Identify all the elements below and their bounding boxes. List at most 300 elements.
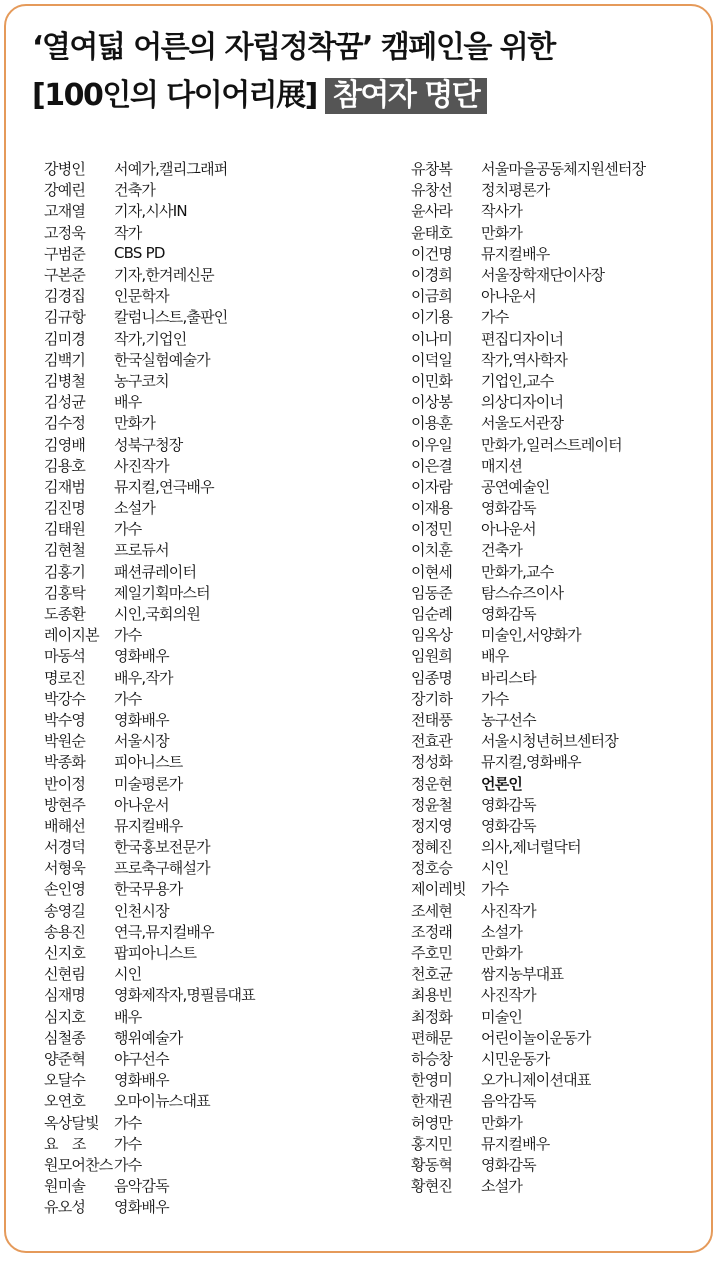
participant-row [411, 667, 645, 688]
participant-name: 도종환 [44, 605, 86, 624]
participant-row [44, 1154, 255, 1175]
participant-role: 영화감독 [481, 816, 536, 835]
participant-role: 뮤지컬,연극배우 [114, 477, 214, 496]
participant-name: 천호균 [411, 965, 453, 984]
participant-role: 음악감독 [481, 1092, 536, 1111]
participant-name: 김용호 [44, 456, 86, 475]
participant-name: 유오성 [44, 1198, 86, 1217]
participant-row [411, 751, 645, 772]
participant-name: 김태원 [44, 520, 86, 539]
participant-row [44, 878, 255, 899]
participant-name: 마동석 [44, 647, 86, 666]
participant-role: 바리스타 [481, 668, 536, 687]
participant-row [411, 730, 645, 751]
participant-name: 김영배 [44, 435, 86, 454]
participant-name: 심재명 [44, 986, 86, 1005]
participant-role: 작가,기업인 [114, 329, 187, 348]
participant-name: 김재범 [44, 477, 86, 496]
participants-left-column [44, 158, 255, 1217]
participant-name: 반이정 [44, 774, 86, 793]
participant-name: 황현진 [411, 1177, 453, 1196]
participant-name: 이우일 [411, 435, 453, 454]
participant-name: 조세현 [411, 901, 453, 920]
participant-name: 정지영 [411, 816, 453, 835]
participant-role: 오마이뉴스대표 [114, 1092, 210, 1111]
participant-row [411, 264, 645, 285]
participant-row [44, 476, 255, 497]
participant-row [44, 433, 255, 454]
participant-name: 신현림 [44, 965, 86, 984]
participant-name: 김성균 [44, 393, 86, 412]
participant-row [44, 857, 255, 878]
participant-row [44, 1133, 255, 1154]
participant-name: 이재용 [411, 499, 453, 518]
participant-role: 영화감독 [481, 1155, 536, 1174]
participant-role: 작가,역사학자 [481, 350, 568, 369]
participant-role: 만화가,교수 [481, 562, 554, 581]
participant-row [44, 1069, 255, 1090]
participant-role: 서울시청년허브센터장 [481, 732, 618, 751]
title-line-2 [32, 76, 487, 116]
participant-role: 편집디자이너 [481, 329, 564, 348]
participant-role: 오가니제이션대표 [481, 1071, 591, 1090]
participant-role: 소설가 [114, 499, 156, 518]
participant-row [411, 942, 645, 963]
participant-role: 음악감독 [114, 1177, 169, 1196]
participant-role: 배우 [114, 393, 142, 412]
participant-row [411, 857, 645, 878]
participant-role: 배우 [114, 1007, 142, 1026]
participant-name: 강예린 [44, 181, 86, 200]
participant-row [44, 794, 255, 815]
participant-name: 이금희 [411, 287, 453, 306]
participant-row [44, 1048, 255, 1069]
participant-row [411, 518, 645, 539]
participant-name: 정혜진 [411, 838, 453, 857]
participant-role: 서예가,캘리그래퍼 [114, 160, 228, 179]
participant-role: 뮤지컬,영화배우 [481, 753, 581, 772]
participant-row [411, 1090, 645, 1111]
participant-name: 유창선 [411, 181, 453, 200]
participant-role: 한국홍보전문가 [114, 838, 210, 857]
title-exhibition: [100인의 다이어리展] [32, 78, 317, 113]
participant-row [44, 667, 255, 688]
participant-name: 임옥상 [411, 626, 453, 645]
participant-row [44, 370, 255, 391]
participant-role: 한국실험예술가 [114, 350, 210, 369]
participant-role: 뮤지컬배우 [481, 244, 550, 263]
participant-role: 가수 [114, 520, 142, 539]
participant-role: 미술인 [481, 1007, 523, 1026]
participant-name: 김수정 [44, 414, 86, 433]
participant-name: 옥상달빛 [44, 1113, 99, 1132]
participant-name: 김규항 [44, 308, 86, 327]
participant-row [44, 200, 255, 221]
participant-name: 오달수 [44, 1071, 86, 1090]
participant-name: 레이지본 [44, 626, 99, 645]
participant-role: 탐스슈즈이사 [481, 583, 564, 602]
participant-role: 서울장학재단이사장 [481, 266, 605, 285]
participant-row [44, 963, 255, 984]
participant-name: 홍지민 [411, 1134, 453, 1153]
participant-name: 박원순 [44, 732, 86, 751]
participant-role: 영화배우 [114, 1198, 169, 1217]
participant-name: 원모어찬스 [44, 1155, 113, 1174]
participant-name: 김진명 [44, 499, 86, 518]
participant-name: 한영미 [411, 1071, 453, 1090]
participant-name: 이정민 [411, 520, 453, 539]
participant-row [44, 1027, 255, 1048]
participant-row [411, 603, 645, 624]
participant-name: 이경희 [411, 266, 453, 285]
participant-row [411, 772, 645, 793]
participant-role: 뮤지컬배우 [481, 1134, 550, 1153]
participant-row [44, 1006, 255, 1027]
participant-name: 이치훈 [411, 541, 453, 560]
participant-role: 성북구청장 [114, 435, 183, 454]
participant-name: 이자람 [411, 477, 453, 496]
participant-role: 아나운서 [114, 795, 169, 814]
participant-row [44, 328, 255, 349]
participant-name: 장기하 [411, 689, 453, 708]
participant-name: 심철종 [44, 1028, 86, 1047]
participant-row [44, 412, 255, 433]
participant-row [411, 815, 645, 836]
participant-row [44, 1090, 255, 1111]
participant-row [411, 582, 645, 603]
participant-name: 손인영 [44, 880, 86, 899]
participant-role: 건축가 [481, 541, 523, 560]
participant-row [411, 1048, 645, 1069]
participant-role: CBS PD [114, 244, 165, 263]
participant-role: 만화가 [481, 223, 523, 242]
participant-row [411, 1154, 645, 1175]
participant-row [411, 984, 645, 1005]
participant-name: 이나미 [411, 329, 453, 348]
participant-row [44, 1196, 255, 1217]
participant-name: 조정래 [411, 922, 453, 941]
participant-role: 가수 [481, 689, 509, 708]
participant-role: 연극,뮤지컬배우 [114, 922, 214, 941]
participant-role: 시민운동가 [481, 1049, 550, 1068]
participant-role: 가수 [114, 626, 142, 645]
participant-role: 미술평론가 [114, 774, 183, 793]
participant-name: 고재열 [44, 202, 86, 221]
participant-role: 농구선수 [481, 710, 536, 729]
participant-role: 가수 [114, 1134, 142, 1153]
participant-role: 시인 [481, 859, 509, 878]
participant-row [411, 200, 645, 221]
participant-name: 강병인 [44, 160, 86, 179]
participant-role: 아나운서 [481, 520, 536, 539]
participant-role: 소설가 [481, 922, 523, 941]
participant-role: 영화제작자,명필름대표 [114, 986, 255, 1005]
participant-row [411, 900, 645, 921]
participant-row [44, 264, 255, 285]
participant-row [411, 158, 645, 179]
participant-row [44, 1111, 255, 1132]
participant-name: 임동준 [411, 583, 453, 602]
participant-role: 행위예술가 [114, 1028, 183, 1047]
participant-name: 임원희 [411, 647, 453, 666]
participant-row [411, 433, 645, 454]
participant-row [44, 243, 255, 264]
participant-row [411, 624, 645, 645]
participant-row [44, 222, 255, 243]
participant-row [411, 878, 645, 899]
participant-name: 유창복 [411, 160, 453, 179]
participant-row [44, 349, 255, 370]
participants-right-column [411, 158, 645, 1196]
participant-name: 제이레빗 [411, 880, 466, 899]
participant-name: 서형욱 [44, 859, 86, 878]
participant-role: 영화감독 [481, 605, 536, 624]
participant-name: 이민화 [411, 371, 453, 390]
participant-role: 기업인,교수 [481, 371, 554, 390]
participant-name: 임종명 [411, 668, 453, 687]
participant-row [411, 179, 645, 200]
participant-role: 한국무용가 [114, 880, 183, 899]
participant-name: 이현세 [411, 562, 453, 581]
participant-row [44, 942, 255, 963]
participant-role: 가수 [114, 689, 142, 708]
participant-role: 배우,작가 [114, 668, 173, 687]
participant-row [44, 391, 255, 412]
participant-row [411, 1069, 645, 1090]
participant-role: 서울도서관장 [481, 414, 564, 433]
participant-role: 매지션 [481, 456, 523, 475]
participant-role: 작사가 [481, 202, 523, 221]
participant-name: 정성화 [411, 753, 453, 772]
participant-row [44, 1175, 255, 1196]
participant-name: 심지호 [44, 1007, 86, 1026]
participant-role: 소설가 [481, 1177, 523, 1196]
participant-role: 영화배우 [114, 1071, 169, 1090]
participant-row [44, 645, 255, 666]
participant-role: 서울시장 [114, 732, 169, 751]
participant-name: 하승창 [411, 1049, 453, 1068]
participant-role: 프로축구해설가 [114, 859, 210, 878]
participant-name: 김경집 [44, 287, 86, 306]
participant-row [411, 243, 645, 264]
participant-role: 제일기획마스터 [114, 583, 210, 602]
participant-row [44, 921, 255, 942]
participant-role: 가수 [114, 1155, 142, 1174]
participant-row [44, 539, 255, 560]
participant-name: 구범준 [44, 244, 86, 263]
participant-row [44, 518, 255, 539]
participant-role: 뮤지컬배우 [114, 816, 183, 835]
participant-name: 원미솔 [44, 1177, 86, 1196]
participant-name: 구본준 [44, 266, 86, 285]
participant-row [411, 412, 645, 433]
participant-row [411, 1111, 645, 1132]
participant-role: 가수 [114, 1113, 142, 1132]
participant-row [411, 645, 645, 666]
participant-row [411, 921, 645, 942]
participant-name: 주호민 [411, 944, 453, 963]
participant-name: 김미경 [44, 329, 86, 348]
participant-name: 요 조 [44, 1134, 86, 1153]
participant-name: 박종화 [44, 753, 86, 772]
participant-row [44, 179, 255, 200]
participant-name: 김현철 [44, 541, 86, 560]
participant-row [44, 984, 255, 1005]
participant-row [44, 497, 255, 518]
participant-row [411, 497, 645, 518]
participant-row [411, 539, 645, 560]
participant-name: 박강수 [44, 689, 86, 708]
participant-row [44, 582, 255, 603]
participant-row [411, 1133, 645, 1154]
participant-role: 작가 [114, 223, 142, 242]
participant-row [411, 1175, 645, 1196]
participant-role: 만화가 [481, 944, 523, 963]
participant-name: 윤태호 [411, 223, 453, 242]
participant-row [44, 561, 255, 582]
participant-row [44, 900, 255, 921]
participant-row [44, 624, 255, 645]
participant-name: 정운현 [411, 774, 453, 793]
participant-row [411, 222, 645, 243]
participant-row [411, 306, 645, 327]
participant-role: 서울마을공동체지원센터장 [481, 160, 646, 179]
participant-name: 최용빈 [411, 986, 453, 1005]
participant-role: 사진작가 [481, 986, 536, 1005]
participant-role: 의상디자이너 [481, 393, 564, 412]
participant-name: 김병철 [44, 371, 86, 390]
participant-role: 사진작가 [481, 901, 536, 920]
participant-role: 쌈지농부대표 [481, 965, 564, 984]
participant-name: 김백기 [44, 350, 86, 369]
participant-row [411, 709, 645, 730]
participant-row [44, 306, 255, 327]
participant-name: 전태풍 [411, 710, 453, 729]
participant-role: 가수 [481, 880, 509, 899]
participant-role: 영화감독 [481, 795, 536, 814]
participant-role: 어린이놀이운동가 [481, 1028, 591, 1047]
participant-row [411, 1006, 645, 1027]
participant-name: 박수영 [44, 710, 86, 729]
participant-role: 정치평론가 [481, 181, 550, 200]
participant-role: 칼럼니스트,출판인 [114, 308, 228, 327]
participant-name: 배해선 [44, 816, 86, 835]
participant-role: 배우 [481, 647, 509, 666]
participant-row [411, 836, 645, 857]
participant-name: 전효관 [411, 732, 453, 751]
title-line-1: ‘열여덟 어른의 자립정착꿈’ 캠페인을 위한 [32, 30, 555, 65]
participant-name: 이건명 [411, 244, 453, 263]
participant-row [411, 794, 645, 815]
participant-role: 패션큐레이터 [114, 562, 197, 581]
participant-row [411, 1027, 645, 1048]
participant-role: 시인 [114, 965, 142, 984]
participant-row [411, 963, 645, 984]
participant-role: 피아니스트 [114, 753, 183, 772]
participant-name: 김홍기 [44, 562, 86, 581]
participant-role: 야구선수 [114, 1049, 169, 1068]
participant-role: 아나운서 [481, 287, 536, 306]
participant-role: 공연예술인 [481, 477, 550, 496]
participant-role: 만화가 [481, 1113, 523, 1132]
participant-role: 언론인 [481, 774, 523, 793]
participant-role: 영화배우 [114, 710, 169, 729]
participant-name: 정윤철 [411, 795, 453, 814]
participant-name: 한재권 [411, 1092, 453, 1111]
participant-row [411, 370, 645, 391]
participant-row [411, 349, 645, 370]
participant-row [44, 688, 255, 709]
participant-row [44, 772, 255, 793]
participant-name: 임순례 [411, 605, 453, 624]
participant-row [44, 709, 255, 730]
participant-role: 만화가 [114, 414, 156, 433]
participant-name: 이기용 [411, 308, 453, 327]
participant-name: 송용진 [44, 922, 86, 941]
participant-row [44, 603, 255, 624]
participant-role: 인문학자 [114, 287, 169, 306]
participant-role: 만화가,일러스트레이터 [481, 435, 622, 454]
participant-name: 고정욱 [44, 223, 86, 242]
participant-row [411, 455, 645, 476]
participant-role: 시인,국회의원 [114, 605, 201, 624]
participant-row [411, 688, 645, 709]
participant-row [44, 815, 255, 836]
participant-row [44, 751, 255, 772]
participant-row [411, 561, 645, 582]
participant-role: 사진작가 [114, 456, 169, 475]
participant-row [411, 476, 645, 497]
participants-badge: 참여자 명단 [325, 78, 487, 114]
participant-name: 김홍탁 [44, 583, 86, 602]
participant-name: 양준혁 [44, 1049, 86, 1068]
participant-role: 팝피아니스트 [114, 944, 197, 963]
participant-role: 기자,시사IN [114, 202, 187, 221]
participant-role: 영화배우 [114, 647, 169, 666]
participant-name: 이은결 [411, 456, 453, 475]
participant-name: 최정화 [411, 1007, 453, 1026]
participant-name: 이상봉 [411, 393, 453, 412]
participant-name: 황동혁 [411, 1155, 453, 1174]
participant-row [44, 836, 255, 857]
participant-row [44, 455, 255, 476]
participant-row [44, 285, 255, 306]
participant-name: 이용훈 [411, 414, 453, 433]
participant-row [411, 391, 645, 412]
participant-name: 이덕일 [411, 350, 453, 369]
participant-row [411, 285, 645, 306]
participant-name: 서경덕 [44, 838, 86, 857]
participant-name: 허영만 [411, 1113, 453, 1132]
participant-role: 농구코치 [114, 371, 169, 390]
participant-role: 의사,제너럴닥터 [481, 838, 581, 857]
participant-name: 방현주 [44, 795, 86, 814]
participant-role: 기자,한겨레신문 [114, 266, 214, 285]
participant-name: 윤사라 [411, 202, 453, 221]
participant-row [44, 730, 255, 751]
participant-name: 편해문 [411, 1028, 453, 1047]
participant-role: 프로듀서 [114, 541, 169, 560]
participant-role: 영화감독 [481, 499, 536, 518]
participant-name: 명로진 [44, 668, 86, 687]
participant-name: 오연호 [44, 1092, 86, 1111]
participant-name: 송영길 [44, 901, 86, 920]
participant-name: 정호승 [411, 859, 453, 878]
participant-role: 미술인,서양화가 [481, 626, 581, 645]
participant-row [44, 158, 255, 179]
participant-role: 인천시장 [114, 901, 169, 920]
participant-role: 건축가 [114, 181, 156, 200]
